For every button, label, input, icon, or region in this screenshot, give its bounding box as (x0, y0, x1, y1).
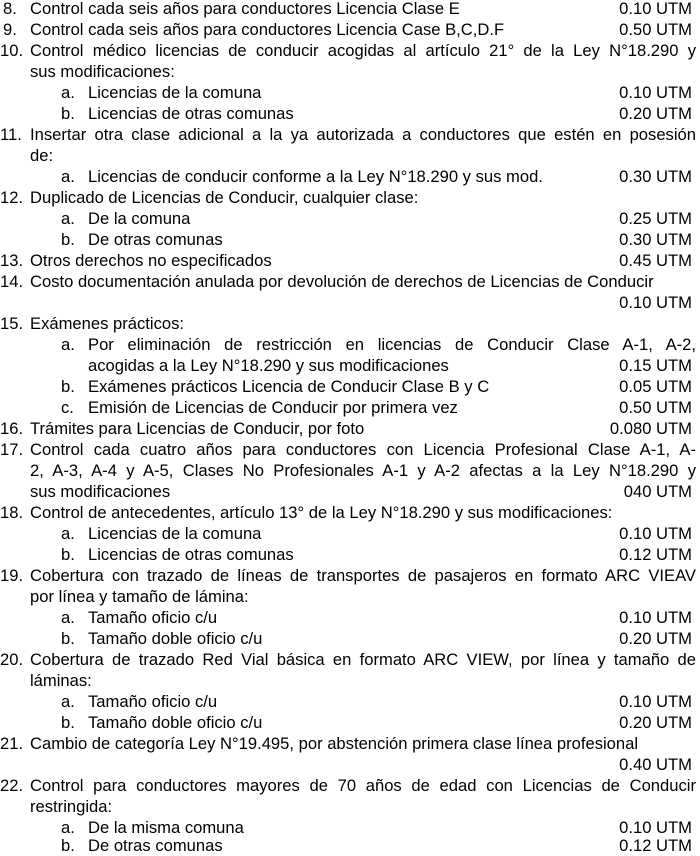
item-text: Duplicado de Licencias de Conducir, cualquier clase: (30, 188, 419, 207)
item-8 (0, 0, 700, 19)
item-18 (0, 502, 700, 523)
sub-amount: 0.50 UTM (619, 398, 692, 417)
item-number: 13. (0, 251, 24, 270)
sub-amount: 0.20 UTM (619, 629, 692, 648)
item-14 (0, 271, 700, 292)
item-amount: 0.45 UTM (619, 251, 692, 270)
item-number: 16. (0, 419, 24, 438)
item-number: 8. (3, 0, 17, 18)
sub-amount: 0.15 UTM (619, 356, 692, 375)
item-text: Control médico licencias de conducir acogidas al artículo 21° de la Ley N°18.290 y (30, 41, 696, 60)
sub-amount: 0.05 UTM (619, 377, 692, 396)
item-text: láminas: (30, 671, 92, 690)
item-19-cont (0, 586, 700, 607)
sub-text: Exámenes prácticos Licencia de Conducir Clase B y C (88, 377, 490, 396)
sub-text: Tamaño oficio c/u (88, 692, 218, 711)
item-15 (0, 313, 700, 334)
item-19 (0, 565, 700, 586)
item-18-a (0, 523, 700, 544)
item-text: de: (30, 146, 54, 165)
sub-amount: 0.12 UTM (619, 836, 692, 855)
item-10 (0, 40, 700, 61)
item-19-a (0, 607, 700, 628)
item-21 (0, 733, 700, 754)
sub-amount: 0.20 UTM (619, 104, 692, 123)
item-number: 12. (0, 188, 24, 207)
item-12-a (0, 208, 700, 229)
sub-letter: a. (61, 83, 75, 102)
item-text: Exámenes prácticos: (30, 314, 185, 333)
sub-letter: a. (61, 335, 75, 354)
item-22 (0, 775, 700, 796)
item-number: 21. (0, 734, 24, 753)
sub-text: De otras comunas (88, 230, 223, 249)
item-number: 11. (0, 125, 22, 144)
item-amount: 0.10 UTM (619, 293, 692, 312)
item-10-a (0, 82, 700, 103)
item-number: 15. (0, 314, 24, 333)
sub-letter: b. (61, 629, 75, 648)
sub-amount: 0.10 UTM (619, 818, 692, 837)
item-text: Costo documentación anulada por devolución de derechos de Licencias de Conducir (30, 272, 654, 291)
item-text: 2, A-3, A-4 y A-5, Clases No Profesionales A-1 y A-2 afectas a la Ley N°18.290 y (30, 461, 696, 480)
item-amount: 0.10 UTM (619, 0, 692, 18)
item-20-b (0, 712, 700, 733)
item-text: Otros derechos no especificados (30, 251, 272, 270)
sub-letter: a. (61, 608, 75, 627)
sub-text: Tamaño doble oficio c/u (88, 629, 263, 648)
item-text: por línea y tamaño de lámina: (30, 587, 249, 606)
item-9 (0, 19, 700, 40)
sub-text: De la comuna (88, 209, 191, 228)
item-20-cont (0, 670, 700, 691)
item-amount: 040 UTM (623, 482, 692, 501)
sub-text: Licencias de la comuna (88, 524, 262, 543)
item-text: Cobertura con trazado de líneas de transportes de pasajeros en formato ARC VIEAV (30, 566, 696, 585)
sub-letter: a. (61, 692, 75, 711)
sub-letter: b. (61, 713, 75, 732)
sub-amount: 0.10 UTM (619, 692, 692, 711)
sub-letter: b. (61, 377, 75, 396)
sub-text: Licencias de conducir conforme a la Ley N°18.290 y sus mod. (88, 167, 543, 186)
sub-amount: 0.10 UTM (619, 524, 692, 543)
item-number: 14. (0, 272, 24, 291)
item-11-a (0, 166, 700, 187)
item-number: 22. (0, 776, 24, 795)
sub-letter: a. (61, 209, 75, 228)
item-amount: 0.080 UTM (609, 419, 692, 438)
sub-letter: b. (61, 836, 75, 855)
item-12-b (0, 229, 700, 250)
item-11-cont (0, 145, 700, 166)
item-16 (0, 418, 700, 439)
sub-text: Licencias de otras comunas (88, 104, 294, 123)
item-13 (0, 250, 700, 271)
sub-letter: b. (61, 545, 75, 564)
sub-text: Tamaño oficio c/u (88, 608, 218, 627)
item-number: 19. (0, 566, 24, 585)
item-amount: 0.50 UTM (619, 20, 692, 39)
item-19-b (0, 628, 700, 649)
sub-text: Por eliminación de restricción en licencias de Conducir Clase A-1, A-2, (88, 335, 696, 354)
sub-amount: 0.25 UTM (619, 209, 692, 228)
item-12 (0, 187, 700, 208)
item-text: sus modificaciones (30, 482, 171, 501)
sub-text: acogidas a la Ley N°18.290 y sus modificaciones (88, 356, 449, 375)
item-18-b (0, 544, 700, 565)
sub-text: Emisión de Licencias de Conducir por primera vez (88, 398, 458, 417)
item-11 (0, 124, 700, 145)
item-text: Cobertura de trazado Red Vial básica en formato ARC VIEW, por línea y tamaño de (30, 650, 696, 669)
item-17-cont2 (0, 481, 700, 502)
sub-letter: b. (61, 230, 75, 249)
item-22-cont (0, 796, 700, 817)
sub-text: De la misma comuna (88, 818, 244, 837)
item-text: Control cada cuatro años para conductores con Licencia Profesional Clase A-1, A- (30, 440, 696, 459)
item-number: 18. (0, 503, 24, 522)
sub-amount: 0.12 UTM (619, 545, 692, 564)
sub-letter: c. (61, 398, 74, 417)
item-text: Cambio de categoría Ley N°19.495, por abstención primera clase línea profesional (30, 734, 639, 753)
item-10-cont (0, 61, 700, 82)
sub-letter: a. (61, 818, 75, 837)
item-text: sus modificaciones: (30, 62, 175, 81)
item-number: 20. (0, 650, 24, 669)
sub-text: Licencias de otras comunas (88, 545, 294, 564)
item-20 (0, 649, 700, 670)
sub-letter: b. (61, 104, 75, 123)
item-number: 9. (3, 20, 17, 39)
item-15-b (0, 376, 700, 397)
sub-amount: 0.30 UTM (619, 167, 692, 186)
item-17 (0, 439, 700, 460)
sub-amount: 0.10 UTM (619, 83, 692, 102)
item-text: restringida: (30, 797, 113, 816)
item-21-amount-line (0, 754, 700, 775)
item-text: Control cada seis años para conductores Licencia Case B,C,D.F (30, 20, 505, 39)
item-text: Control para conductores mayores de 70 años de edad con Licencias de Conducir (30, 776, 696, 795)
item-22-b (0, 835, 700, 856)
item-text: Control de antecedentes, artículo 13° de la Ley N°18.290 y sus modificaciones: (30, 503, 613, 522)
item-20-a (0, 691, 700, 712)
item-text: Control cada seis años para conductores Licencia Clase E (30, 0, 460, 18)
item-text: Insertar otra clase adicional a la ya autorizada a conductores que estén en posesión (30, 125, 696, 144)
sub-text: Licencias de la comuna (88, 83, 262, 102)
sub-letter: a. (61, 167, 75, 186)
item-15-c (0, 397, 700, 418)
sub-amount: 0.10 UTM (619, 608, 692, 627)
item-15-a-cont (0, 355, 700, 376)
sub-text: De otras comunas (88, 836, 223, 855)
item-10-b (0, 103, 700, 124)
sub-letter: a. (61, 524, 75, 543)
sub-amount: 0.30 UTM (619, 230, 692, 249)
sub-text: Tamaño doble oficio c/u (88, 713, 263, 732)
item-14-amount-line (0, 292, 700, 313)
item-15-a (0, 334, 700, 355)
item-text: Trámites para Licencias de Conducir, por foto (30, 419, 365, 438)
item-17-cont (0, 460, 700, 481)
sub-amount: 0.20 UTM (619, 713, 692, 732)
item-number: 10. (0, 41, 24, 60)
item-amount: 0.40 UTM (619, 755, 692, 774)
item-number: 17. (0, 440, 24, 459)
